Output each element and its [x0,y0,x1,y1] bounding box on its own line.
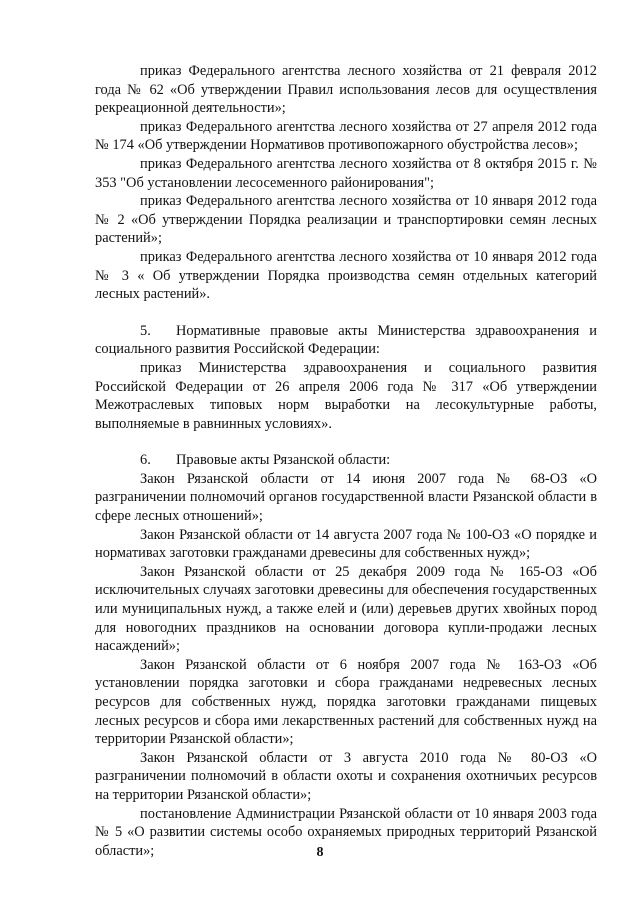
list-item: постановление Администрации Рязанской области от 10 января 2003 года № 5 «О развитии системы особо охраняемых природных территорий Рязанской области»; [95,805,597,859]
section-heading-5 [95,322,597,359]
section-heading-6 [95,451,597,470]
spacer [95,433,597,451]
list-item: Закон Рязанской области от 14 июня 2007 года № 68-ОЗ «О разграничении полномочий органов государственной власти Рязанской области в сфере лесных отношений»; [95,470,597,525]
list-item: приказ Федерального агентства лесного хозяйства от 8 октября 2015 г. № 353 "Об установлении лесосеменного районирования"; [95,155,597,191]
section-number: 6. [140,452,151,469]
list-item: приказ Федерального агентства лесного хозяйства от 27 апреля 2012 года № 174 «Об утверждении Нормативов противопожарного обустройства лесов»; [95,118,597,154]
list-item: приказ Министерства здравоохранения и социального развития Российской Федерации от 26 апреля 2006 года № 317 «Об утверждении Межотраслевых типовых норм выработки на лесокультурные работы, выполняемые в равнинных условиях». [95,359,597,432]
list-item: Закон Рязанской области от 25 декабря 2009 года № 165-ОЗ «Об исключительных случаях заготовки древесины для обеспечения государственных или муниципальных нужд, а также елей и (или) деревьев других хвойных пород для новогодних праздников на основании договора купли-продажи лесных насаждений»; [95,563,597,655]
list-item: приказ Федерального агентства лесного хозяйства от 10 января 2012 года № 3 « Об утверждении Порядка производства семян отдельных категорий лесных растений». [95,248,597,303]
spacer [95,304,597,322]
list-item: приказ Федерального агентства лесного хозяйства от 21 февраля 2012 года № 62 «Об утверждении Правил использования лесов для осуществления рекреационной деятельности»; [95,63,597,117]
document-body [95,62,597,860]
section-heading-text: Нормативные правовые акты Министерства здравоохранения и социального развития Российской Федерации: [95,322,597,358]
list-item: приказ Федерального агентства лесного хозяйства от 10 января 2012 года № 2 «Об утверждении Порядка реализации и транспортировки семян лесных растений»; [95,193,597,247]
section-number: 5. [140,322,151,339]
section-heading-text: Правовые акты Рязанской области: [176,452,391,469]
list-item: Закон Рязанской области от 3 августа 2010 года № 80-ОЗ «О разграничении полномочий в области охоты и сохранения охотничьих ресурсов на территории Рязанской области»; [95,749,597,803]
list-item: Закон Рязанской области от 6 ноября 2007 года № 163-ОЗ «Об установлении порядка заготовки и сбора гражданами недревесных лесных ресурсов для собственных нужд, порядка заготовки гражданами пищевых лесных ресурсов и сбора ими лекарственных растений для собственных нужд на территории Рязанской области»; [95,656,597,748]
page-number: 8 [316,845,324,860]
list-item: Закон Рязанской области от 14 августа 2007 года № 100-ОЗ «О порядке и нормативах заготовки гражданами древесины для собственных нужд»; [95,526,597,562]
